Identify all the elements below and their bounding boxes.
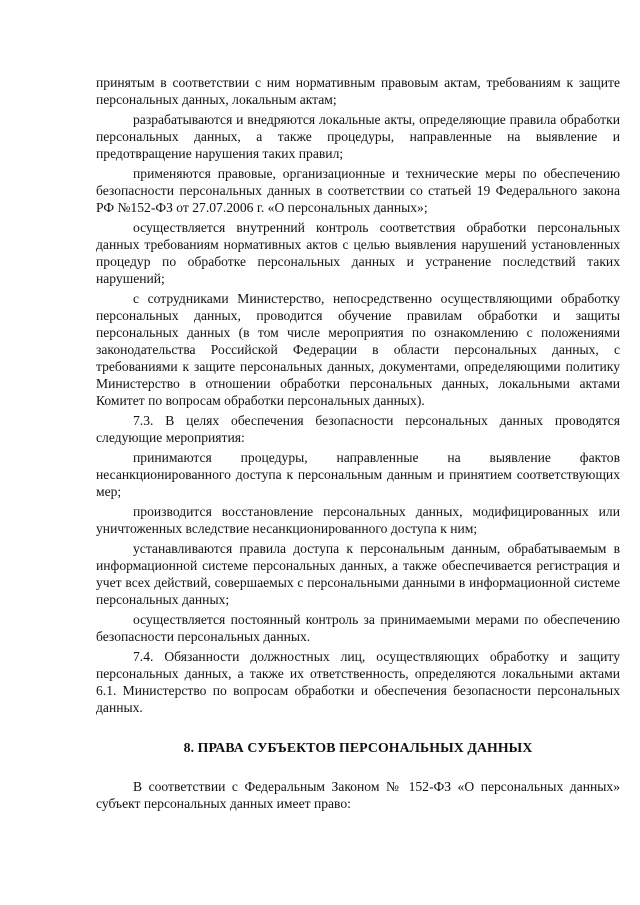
paragraph-7-3: 7.3. В целях обеспечения безопасности персональных данных проводятся следующие мероприятия: bbox=[96, 413, 620, 445]
paragraph-subject-rights: В соответствии с Федеральным Законом № 152-ФЗ «О персональных данных» субъект персональных данных имеет право: bbox=[96, 779, 620, 811]
paragraph-security-measures: применяются правовые, организационные и технические меры по обеспечению безопасности персональных данных в соответствии со статьей 19 Федерального закона РФ №152-ФЗ от 27.07.2006 г. «О персональных данных»; bbox=[96, 166, 620, 215]
paragraph-7-4: 7.4. Обязанности должностных лиц, осуществляющих обработку и защиту персональных данных, а также их ответственность, определяются локальными актами 6.1. Министерство по вопросам обработки и обеспечения безопасности персональных данных. bbox=[96, 649, 620, 715]
paragraph-internal-control: осуществляется внутренний контроль соответствия обработки персональных данных требованиям нормативных актов с целью выявления нарушений установленных процедур по обработке персональных данных и устранение последствий таких нарушений; bbox=[96, 220, 620, 286]
document-page bbox=[96, 74, 620, 815]
paragraph-continuation: принятым в соответствии с ним нормативным правовым актам, требованиям к защите персональных данных, локальным актам; bbox=[96, 75, 620, 107]
paragraph-data-recovery: производится восстановление персональных данных, модифицированных или уничтоженных вследствие несанкционированного доступа к ним; bbox=[96, 504, 620, 536]
paragraph-staff-training: с сотрудниками Министерство, непосредственно осуществляющими обработку персональных данных, проводится обучение правилам обработки и защиты персональных данных (в том числе мероприятия по ознакомлению с положениями законодательства Российской Федерации в области персональных данных, с требованиями к защите персональных данных, документами, определяющими политику Министерство в отношении обработки персональных данных, локальными актами Комитет по вопросам обработки персональных данных). bbox=[96, 291, 620, 408]
paragraph-access-rules: устанавливаются правила доступа к персональным данным, обрабатываемым в информационной системе персональных данных, а также обеспечивается регистрация и учет всех действий, совершаемых с персональными данными в информационной системе персональных данных; bbox=[96, 541, 620, 607]
paragraph-local-acts: разрабатываются и внедряются локальные акты, определяющие правила обработки персональных данных, а также процедуры, направленные на выявление и предотвращение нарушения таких правил; bbox=[96, 112, 620, 161]
paragraph-constant-control: осуществляется постоянный контроль за принимаемыми мерами по обеспечению безопасности персональных данных. bbox=[96, 612, 620, 644]
section-heading: 8. ПРАВА СУБЪЕКТОВ ПЕРСОНАЛЬНЫХ ДАННЫХ bbox=[183, 740, 533, 755]
paragraph-unauthorized-access: принимаются процедуры, направленные на выявление фактов несанкционированного доступа к персональным данным и принятием соответствующих мер; bbox=[96, 450, 620, 499]
